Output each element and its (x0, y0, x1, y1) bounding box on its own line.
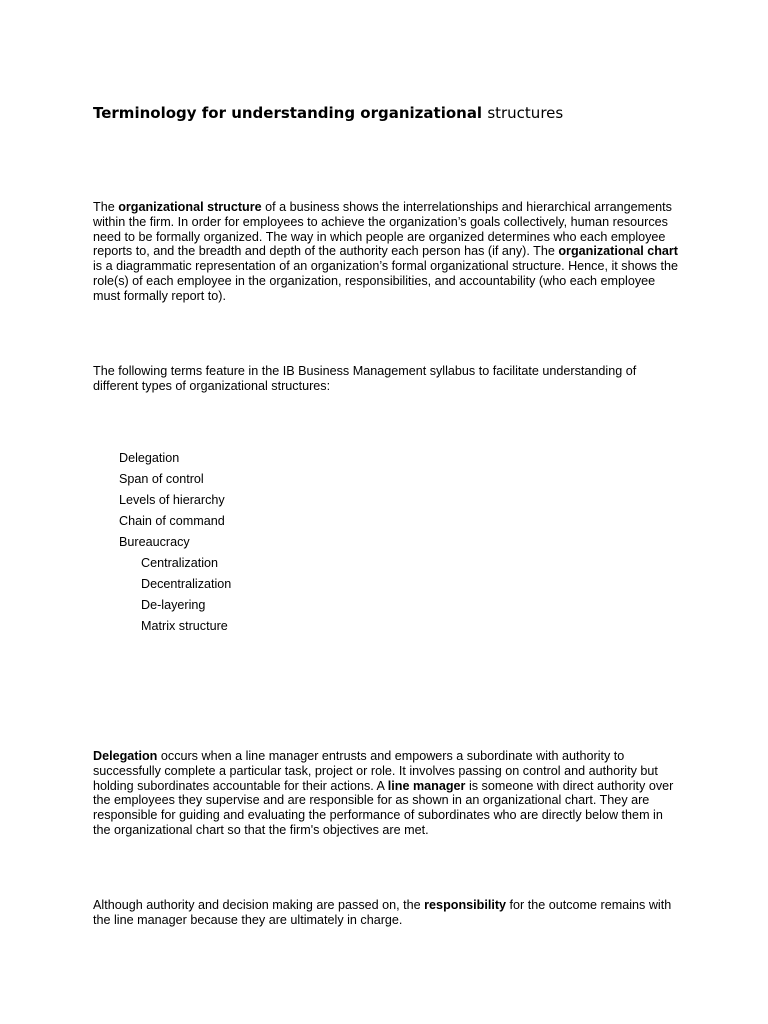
sub-list-item: Matrix structure (141, 619, 228, 633)
term-organizational-structure: organizational structure (118, 200, 262, 214)
title-bold-text: Terminology for understanding organizational (93, 104, 483, 122)
p1-text-3: is a diagrammatic representation of an organization’s formal organizational structure. Hence, it shows the role(s) of each employee in the organization, responsibilities, and accountability (who each employee must formally report to). (93, 259, 678, 303)
sub-list-item: Decentralization (141, 577, 232, 591)
p1-text-2: of a business shows the interrelationships and hierarchical arrangements within the firm. In order for employees to achieve the organization’s goals collectively, human resources need to be formally organized. The way in which people are organized determines who each employee reports to, and the breadth and depth of the authority each person has (if any). The (93, 200, 672, 259)
title-rest-text: structures (487, 104, 564, 122)
term-line-manager: line manager (387, 778, 466, 793)
delegation-paragraph (93, 749, 683, 838)
page-title (93, 103, 563, 123)
responsibility-paragraph (93, 898, 683, 928)
intro-paragraph (93, 200, 683, 304)
syllabus-paragraph: The following terms feature in the IB Business Management syllabus to facilitate understanding of different types of organizational structures: (93, 364, 637, 393)
p4-text-2: for the outcome remains with the line manager because they are ultimately in charge. (93, 898, 672, 927)
sub-list-item: Centralization (141, 556, 219, 570)
term-responsibility: responsibility (424, 898, 507, 912)
term-delegation: Delegation (93, 749, 158, 763)
list-item: Delegation (119, 451, 180, 465)
list-item: Levels of hierarchy (119, 493, 225, 507)
p1-text-1: The (93, 200, 119, 214)
terms-list (0, 449, 231, 638)
sub-list-item: De-layering (141, 598, 206, 612)
p3-text-2: is someone with direct authority over the employees they supervise and are responsible for as shown in an organizational chart. They are responsible for guiding and evaluating the performance of subordinates who are directly below them in the organizational chart so that the firm's objectives are met. (93, 778, 674, 837)
p3-text-1: occurs when a line manager entrusts and empowers a subordinate with authority to successfully complete a particular task, project or role. It involves passing on control and authority but holding subordinates accountable for their actions. A (93, 749, 658, 793)
list-item: Bureaucracy (119, 535, 190, 549)
p4-text-1: Although authority and decision making are passed on, the (93, 898, 425, 912)
list-item: Span of control (119, 472, 204, 486)
list-item: Chain of command (119, 514, 225, 528)
term-organizational-chart: organizational chart (558, 244, 679, 259)
